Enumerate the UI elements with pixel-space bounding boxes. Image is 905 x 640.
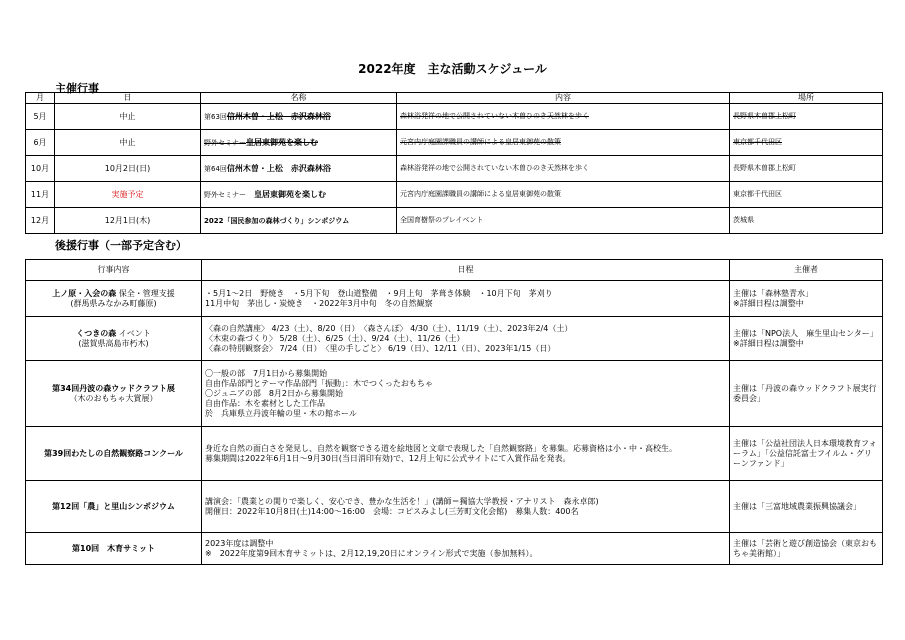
table-row [26, 104, 883, 130]
name-prefix: 野外セミナー [204, 138, 246, 147]
month-cell: 10月 [26, 156, 55, 182]
event-cell [26, 533, 202, 565]
schedule-line: 〈森の自然講座〉 4/23（土）、8/20（日） 〈森さんぽ〉 4/30（土）、11/19（土）、2023年2/4（土） [205, 323, 573, 333]
schedule-cell [202, 317, 730, 361]
content-cell: 元宮内庁庭園課職員の講師による皇居東御苑の散策 [397, 130, 730, 156]
table-row [26, 182, 883, 208]
place-cell: 茨城県 [730, 208, 883, 234]
content-cell: 森林浴発祥の地で公開されていない木曽ひのき天然林を歩く [397, 156, 730, 182]
content-cell: 元宮内庁庭園課職員の講師による皇居東御苑の散策 [397, 182, 730, 208]
sponsored-events-table [25, 259, 883, 565]
place-cell: 東京都千代田区 [730, 182, 883, 208]
event-cell [26, 427, 202, 481]
header-schedule: 日程 [202, 260, 730, 281]
header-organizer: 主催者 [730, 260, 883, 281]
event-main: 上ノ原・入会の森 [52, 288, 117, 298]
organizer-line: ※詳細日程は調整中 [733, 338, 804, 348]
organizer-cell [730, 481, 883, 533]
table-row [26, 208, 883, 234]
event-place: （木のおもちゃ大賞展） [69, 393, 158, 403]
hosted-events-table [25, 92, 883, 234]
table-row [26, 130, 883, 156]
organizer-cell [730, 317, 883, 361]
schedule-line: 〈森の特別観察会〉 7/24（日） 〈里の手しごと〉 6/19（日）、12/11（日）、2023年1/15（日） [205, 343, 556, 353]
month-cell: 12月 [26, 208, 55, 234]
schedule-line: 於 兵庫県立丹波年輪の里・木の館ホール [205, 408, 357, 418]
event-main: 第39回わたしの自然観察路コンクール [44, 448, 183, 458]
organizer-cell [730, 533, 883, 565]
schedule-line: 開催日：2022年10月8日(土)14:00～16:00 会場：コピスみよし(三芳町文化会館) 募集人数：400名 [205, 506, 579, 516]
header-place: 場所 [730, 93, 883, 104]
table-row [26, 427, 883, 481]
organizer-cell [730, 361, 883, 427]
schedule-line: ※ 2022年度第9回木育サミットは、2月12,19,20日にオンライン形式で実施（参加無料）。 [205, 548, 538, 558]
place-cell: 東京都千代田区 [730, 130, 883, 156]
content-cell: 森林浴発祥の地で公開されていない木曽ひのき天然林を歩く [397, 104, 730, 130]
schedule-line: 講演会：「農業との関りで楽しく、安心でき、豊かな生活を！」(講師＝獨協大学教授・アナリスト 森永卓郎) [205, 496, 599, 506]
table-row [26, 361, 883, 427]
schedule-line: ・5月1～2日 野焼き ・5月下旬 登山道整備 ・9月上旬 茅葺き体験 ・10月下旬 茅刈り [205, 288, 553, 298]
table-row [26, 533, 883, 565]
organizer-line: 主催は「公益社団法人日本環境教育フォーラム」「公益信託富士フイルム・グリーンファンド」 [733, 438, 877, 468]
event-cell [26, 317, 202, 361]
schedule-line: 11月中旬 茅出し・炭焼き ・2022年3月中旬 冬の自然観察 [205, 298, 433, 308]
organizer-line: 主催は「NPO法人 麻生里山センター」 [733, 328, 878, 338]
name-prefix: 第64回 [204, 164, 227, 173]
organizer-line: ※詳細日程は調整中 [733, 298, 804, 308]
name-cell [201, 156, 397, 182]
event-main: くつきの森 [76, 328, 117, 338]
organizer-line: 主催は「芸術と遊び創造協会（東京おもちゃ美術館）」 [733, 538, 877, 558]
header-event: 行事内容 [26, 260, 202, 281]
name-main: 皇居東御苑を楽しむ [246, 137, 318, 147]
organizer-line: 主催は「森林塾青水」 [733, 288, 813, 298]
place-cell: 長野県木曽郡上松町 [730, 156, 883, 182]
schedule-cell [202, 481, 730, 533]
schedule-line: 2023年度は調整中 [205, 538, 274, 548]
schedule-line: 募集期間は2022年6月1日～9月30日(当日消印有効)で、12月上旬に公式サイトにて入賞作品を発表。 [205, 453, 571, 463]
document-title: 2022年度 主な活動スケジュール [358, 62, 547, 76]
day-cell: 中止 [55, 104, 201, 130]
organizer-cell [730, 427, 883, 481]
event-main: 第10回 木育サミット [72, 543, 155, 553]
day-cell: 12月1日(木) [55, 208, 201, 234]
schedule-cell [202, 281, 730, 317]
table-row [26, 481, 883, 533]
organizer-line: 主催は「三富地域農業振興協議会」 [733, 501, 861, 511]
month-cell: 5月 [26, 104, 55, 130]
schedule-cell [202, 427, 730, 481]
month-cell: 6月 [26, 130, 55, 156]
schedule-cell [202, 533, 730, 565]
schedule-line: 〇ジュニアの部 8月2日から募集開始 [205, 388, 344, 398]
content-cell: 全国育樹祭のプレイベント [397, 208, 730, 234]
header-name: 名称 [201, 93, 397, 104]
event-main: 第34回丹波の森ウッドクラフト展 [52, 383, 175, 393]
name-cell [201, 208, 397, 234]
schedule-line: 自由作品部門とテーマ作品部門「振動」：木でつくったおもちゃ [205, 378, 433, 388]
table-row [26, 317, 883, 361]
name-cell [201, 130, 397, 156]
section-heading-hosted: 主催行事 [55, 82, 99, 95]
schedule-line: 〈木束の森づくり〉 5/28（土）、6/25（土）、9/24（土）、11/26（土） [205, 333, 465, 343]
section-heading-sponsored: 後援行事（一部予定含む） [55, 239, 187, 252]
table-header-row [26, 260, 883, 281]
schedule-line: 身近な自然の面白さを発見し、自然を観察できる道を絵地図と文章で表現した「自然観察路」を募集。応募資格は小・中・高校生。 [205, 443, 677, 453]
table-header-row [26, 93, 883, 104]
event-cell [26, 361, 202, 427]
event-sub: 保全・管理支援 [118, 288, 175, 298]
name-prefix: 第63回 [204, 112, 227, 121]
name-cell [201, 104, 397, 130]
event-main: 第12回「農」と里山シンポジウム [52, 501, 175, 511]
organizer-cell [730, 281, 883, 317]
event-place: (滋賀県高島市朽木) [78, 338, 149, 348]
name-main: 皇居東御苑を楽しむ [254, 189, 326, 199]
organizer-line: 主催は「丹波の森ウッドクラフト展実行委員会」 [733, 383, 877, 403]
event-cell [26, 281, 202, 317]
name-cell [201, 182, 397, 208]
name-prefix: 野外セミナー [204, 190, 246, 199]
schedule-cell [202, 361, 730, 427]
table-row [26, 281, 883, 317]
month-cell: 11月 [26, 182, 55, 208]
place-cell: 長野県木曽郡上松町 [730, 104, 883, 130]
table-row [26, 156, 883, 182]
day-cell: 実施予定 [55, 182, 201, 208]
header-month: 月 [26, 93, 55, 104]
day-cell: 中止 [55, 130, 201, 156]
event-place: (群馬県みなかみ町藤原) [70, 298, 157, 308]
name-main: 信州木曽・上松 赤沢森林浴 [226, 111, 331, 121]
event-sub: イベント [118, 328, 151, 338]
header-content: 内容 [397, 93, 730, 104]
schedule-line: 自由作品：木を素材とした工作品 [205, 398, 325, 408]
header-day: 日 [55, 93, 201, 104]
event-cell [26, 481, 202, 533]
day-cell: 10月2日(日) [55, 156, 201, 182]
name-main: 信州木曽・上松 赤沢森林浴 [226, 163, 331, 173]
schedule-line: 〇一般の部 7月1日から募集開始 [205, 368, 328, 378]
name-main: 2022「国民参加の森林づくり」シンポジウム [204, 216, 350, 225]
